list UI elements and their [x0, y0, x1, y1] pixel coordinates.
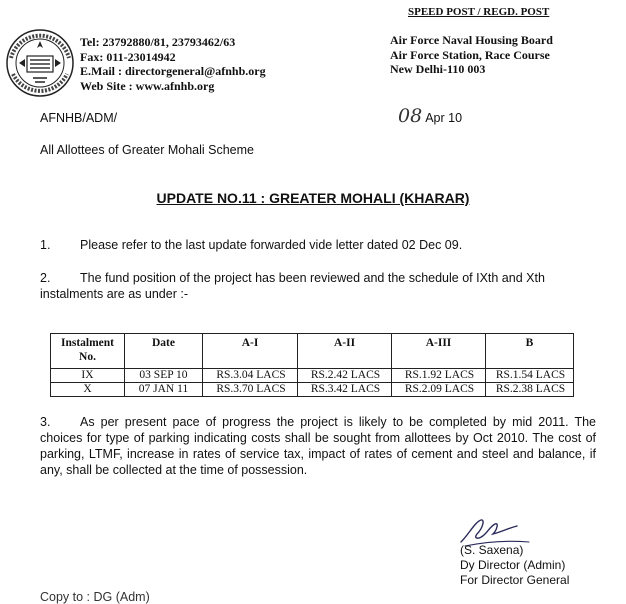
para-number: 1.	[40, 238, 51, 252]
amount-a2: RS.2.42 LACS	[298, 369, 392, 383]
website: Web Site : www.afnhb.org	[80, 78, 215, 93]
paragraph-1	[40, 237, 596, 253]
amount-a1: RS.3.04 LACS	[203, 369, 298, 383]
email: E.Mail : directorgeneral@afnhb.org	[80, 64, 266, 78]
subject-heading: UPDATE NO.11 : GREATER MOHALI (KHARAR)	[156, 190, 470, 206]
instalment-no: IX	[51, 369, 125, 383]
office-address	[390, 33, 553, 77]
amount-a3: RS.2.09 LACS	[392, 383, 486, 397]
header-b: B	[486, 334, 574, 369]
para-number: 2.	[40, 271, 51, 285]
afnhb-seal-icon	[5, 28, 75, 98]
header-instalment-no: Instalment No.	[51, 334, 125, 369]
para-text: Please refer to the last update forwarded vide letter dated 02 Dec 09.	[80, 238, 463, 252]
table-row	[51, 369, 574, 383]
amount-b: RS.1.54 LACS	[486, 369, 574, 383]
header-a1: A-I	[203, 334, 298, 369]
header-a3: A-III	[392, 334, 486, 369]
copy-to-line: Copy to : DG (Adm)	[40, 590, 150, 604]
amount-a3: RS.1.92 LACS	[392, 369, 486, 383]
instalment-date: 07 JAN 11	[125, 383, 203, 397]
table-header-row	[51, 334, 574, 369]
address-line: New Delhi-110 003	[390, 62, 486, 76]
instalment-date: 03 SEP 10	[125, 369, 203, 383]
address-line: Air Force Naval Housing Board	[390, 33, 553, 47]
signatory-on-behalf: For Director General	[460, 573, 570, 587]
signatory-designation: Dy Director (Admin)	[460, 558, 566, 572]
paragraph-2	[40, 270, 596, 302]
contact-details	[80, 35, 266, 93]
para-number: 3.	[40, 415, 51, 429]
addressee: All Allottees of Greater Mohali Scheme	[40, 143, 254, 157]
instalment-no: X	[51, 383, 125, 397]
telephone: Tel: 23792880/81, 23793462/63	[80, 35, 236, 49]
date-month-year: Apr 10	[425, 111, 463, 125]
amount-b: RS.2.38 LACS	[486, 383, 574, 397]
letter-date	[398, 105, 462, 127]
signatory-block	[460, 543, 569, 588]
letter-reference: AFNHB/ADM/	[40, 111, 118, 125]
signatory-name: (S. Saxena)	[460, 543, 524, 557]
amount-a1: RS.3.70 LACS	[203, 383, 298, 397]
instalment-table	[50, 333, 574, 397]
table-row	[51, 383, 574, 397]
handwritten-day: 08	[398, 105, 423, 127]
para-text: The fund position of the project has been reviewed and the schedule of IXth and Xth instalments are as under :-	[40, 271, 545, 301]
header-date: Date	[125, 334, 203, 369]
para-text: As per present pace of progress the project is likely to be completed by mid 2011. The choices for type of parking indicating costs shall be sought from allottees by Oct 2010. The cost of parking, LTMF, increase in rates of service tax, impact of rates of cement and steel and balance, if any, shall be collected at the time of possession.	[40, 415, 596, 477]
address-line: Air Force Station, Race Course	[390, 47, 550, 62]
fax: Fax: 011-23014942	[80, 49, 176, 64]
header-a2: A-II	[298, 334, 392, 369]
paragraph-3	[40, 414, 596, 478]
speed-post-label: SPEED POST / REGD. POST	[408, 6, 550, 18]
amount-a2: RS.3.42 LACS	[298, 383, 392, 397]
